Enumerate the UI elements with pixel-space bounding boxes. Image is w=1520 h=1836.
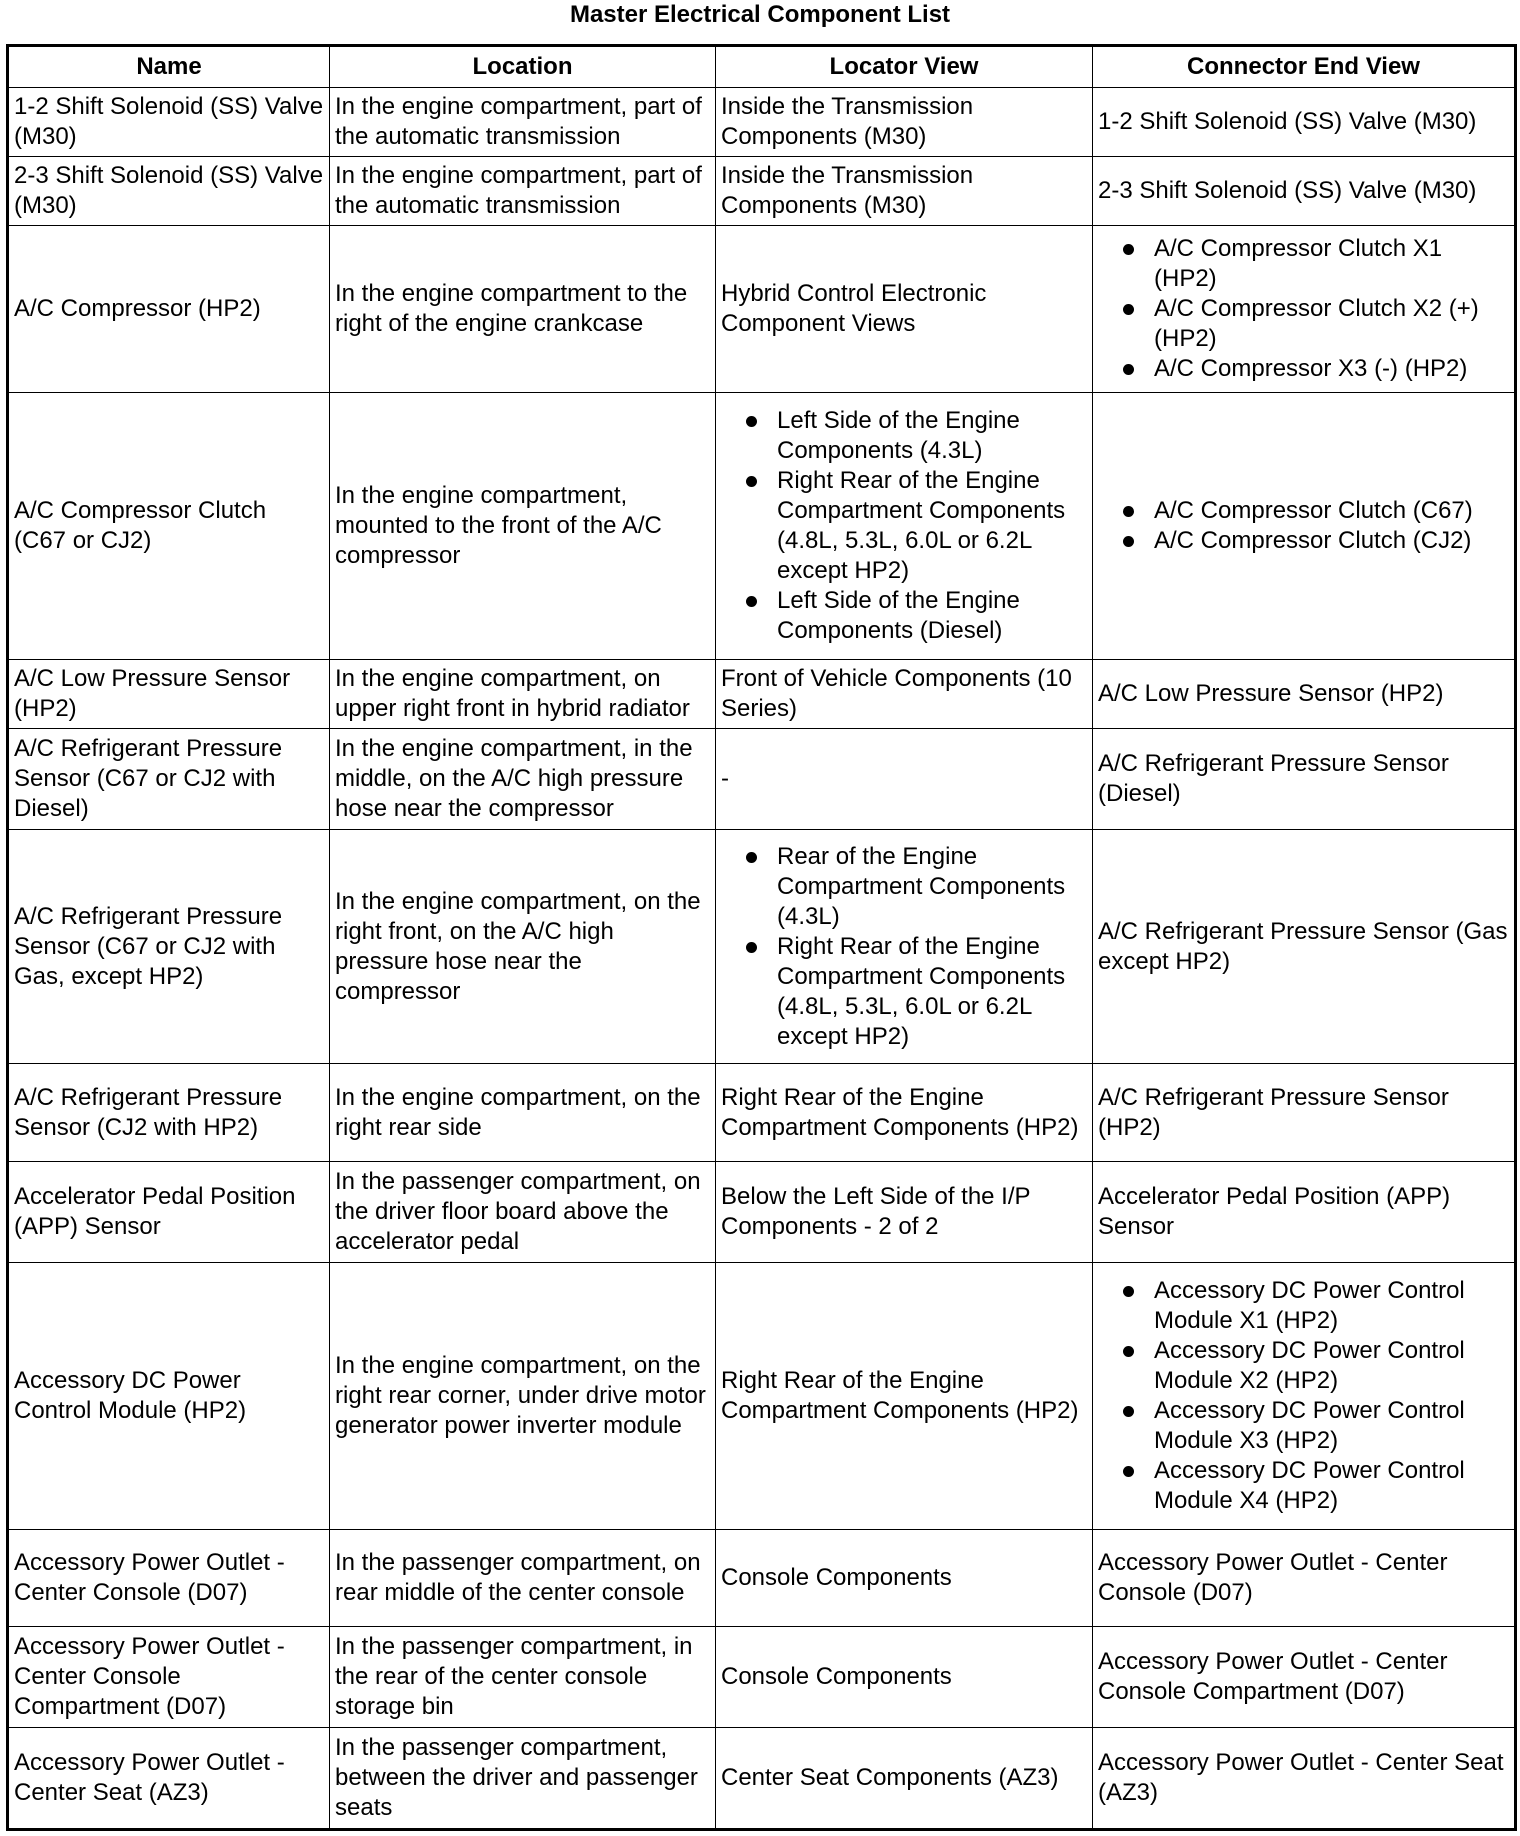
location-cell: In the engine compartment, in the middle, on the A/C high pressure hose near the compressor bbox=[330, 729, 716, 830]
component-name-cell: 1-2 Shift Solenoid (SS) Valve (M30) bbox=[8, 88, 330, 157]
table-row bbox=[8, 1530, 1516, 1627]
locator-view-cell-list bbox=[721, 842, 1087, 1052]
location-cell: In the passenger compartment, on the driver floor board above the accelerator pedal bbox=[330, 1161, 716, 1262]
location-cell: In the engine compartment, part of the automatic transmission bbox=[330, 156, 716, 225]
connector-end-view-cell-list-item: A/C Compressor X3 (-) (HP2) bbox=[1117, 354, 1509, 384]
table-row bbox=[8, 1626, 1516, 1727]
component-name-cell: Accelerator Pedal Position (APP) Sensor bbox=[8, 1161, 330, 1262]
table-row bbox=[8, 225, 1516, 393]
component-name-cell: A/C Compressor (HP2) bbox=[8, 225, 330, 393]
location-cell: In the engine compartment, on the right rear corner, under drive motor generator power inverter module bbox=[330, 1262, 716, 1529]
connector-end-view-cell-list bbox=[1098, 1276, 1509, 1516]
location-cell: In the engine compartment, mounted to the front of the A/C compressor bbox=[330, 393, 716, 660]
header-row bbox=[8, 46, 1516, 88]
header-locator-view: Locator View bbox=[716, 46, 1093, 88]
locator-view-cell-list bbox=[721, 406, 1087, 646]
table-row bbox=[8, 393, 1516, 660]
connector-end-view-cell-list-cell bbox=[1093, 393, 1516, 660]
connector-end-view-cell-list-item: Accessory DC Power Control Module X4 (HP2) bbox=[1117, 1456, 1509, 1516]
connector-end-view-cell-list-cell bbox=[1093, 225, 1516, 393]
location-cell: In the engine compartment, on upper right front in hybrid radiator bbox=[330, 660, 716, 729]
locator-view-cell: Front of Vehicle Components (10 Series) bbox=[716, 660, 1093, 729]
component-name-cell: 2-3 Shift Solenoid (SS) Valve (M30) bbox=[8, 156, 330, 225]
component-table bbox=[6, 44, 1517, 1831]
connector-end-view-cell-list bbox=[1098, 234, 1509, 384]
connector-end-view-cell: Accelerator Pedal Position (APP) Sensor bbox=[1093, 1161, 1516, 1262]
component-name-cell: A/C Refrigerant Pressure Sensor (C67 or CJ2 with Diesel) bbox=[8, 729, 330, 830]
connector-end-view-cell-list-item: Accessory DC Power Control Module X2 (HP2) bbox=[1117, 1336, 1509, 1396]
table-row bbox=[8, 1064, 1516, 1162]
header-location: Location bbox=[330, 46, 716, 88]
location-cell: In the engine compartment to the right of the engine crankcase bbox=[330, 225, 716, 393]
locator-view-cell-list-item: Left Side of the Engine Components (4.3L) bbox=[740, 406, 1087, 466]
connector-end-view-cell: Accessory Power Outlet - Center Console Compartment (D07) bbox=[1093, 1626, 1516, 1727]
connector-end-view-cell: Accessory Power Outlet - Center Seat (AZ3) bbox=[1093, 1727, 1516, 1829]
header-connector-end-view: Connector End View bbox=[1093, 46, 1516, 88]
connector-end-view-cell: A/C Refrigerant Pressure Sensor (HP2) bbox=[1093, 1064, 1516, 1162]
connector-end-view-cell-list bbox=[1098, 496, 1509, 556]
component-name-cell: Accessory Power Outlet - Center Seat (AZ3) bbox=[8, 1727, 330, 1829]
connector-end-view-cell: Accessory Power Outlet - Center Console (D07) bbox=[1093, 1530, 1516, 1627]
location-cell: In the engine compartment, part of the automatic transmission bbox=[330, 88, 716, 157]
locator-view-cell: Right Rear of the Engine Compartment Components (HP2) bbox=[716, 1064, 1093, 1162]
component-name-cell: A/C Compressor Clutch (C67 or CJ2) bbox=[8, 393, 330, 660]
connector-end-view-cell-list-item: Accessory DC Power Control Module X3 (HP2) bbox=[1117, 1396, 1509, 1456]
component-name-cell: Accessory Power Outlet - Center Console Compartment (D07) bbox=[8, 1626, 330, 1727]
connector-end-view-cell: 2-3 Shift Solenoid (SS) Valve (M30) bbox=[1093, 156, 1516, 225]
locator-view-cell: Console Components bbox=[716, 1530, 1093, 1627]
connector-end-view-cell-list-item: A/C Compressor Clutch X2 (+) (HP2) bbox=[1117, 294, 1509, 354]
locator-view-cell-list-item: Left Side of the Engine Components (Diesel) bbox=[740, 586, 1087, 646]
locator-view-cell: Center Seat Components (AZ3) bbox=[716, 1727, 1093, 1829]
component-name-cell: Accessory DC Power Control Module (HP2) bbox=[8, 1262, 330, 1529]
locator-view-cell: Console Components bbox=[716, 1626, 1093, 1727]
connector-end-view-cell-list-item: A/C Compressor Clutch (CJ2) bbox=[1117, 526, 1509, 556]
connector-end-view-cell: A/C Refrigerant Pressure Sensor (Gas except HP2) bbox=[1093, 830, 1516, 1064]
page-title: Master Electrical Component List bbox=[569, 1, 951, 28]
table-row bbox=[8, 660, 1516, 729]
locator-view-cell-list-item: Right Rear of the Engine Compartment Components (4.8L, 5.3L, 6.0L or 6.2L except HP2) bbox=[740, 932, 1087, 1052]
component-name-cell: A/C Low Pressure Sensor (HP2) bbox=[8, 660, 330, 729]
table-row bbox=[8, 1262, 1516, 1529]
connector-end-view-cell: 1-2 Shift Solenoid (SS) Valve (M30) bbox=[1093, 88, 1516, 157]
location-cell: In the passenger compartment, in the rear of the center console storage bin bbox=[330, 1626, 716, 1727]
locator-view-cell: Inside the Transmission Components (M30) bbox=[716, 88, 1093, 157]
table-row bbox=[8, 88, 1516, 157]
table-row bbox=[8, 729, 1516, 830]
connector-end-view-cell: A/C Low Pressure Sensor (HP2) bbox=[1093, 660, 1516, 729]
locator-view-cell: - bbox=[716, 729, 1093, 830]
table-row bbox=[8, 1161, 1516, 1262]
component-name-cell: Accessory Power Outlet - Center Console (D07) bbox=[8, 1530, 330, 1627]
component-name-cell: A/C Refrigerant Pressure Sensor (C67 or CJ2 with Gas, except HP2) bbox=[8, 830, 330, 1064]
connector-end-view-cell-list-item: Accessory DC Power Control Module X1 (HP2) bbox=[1117, 1276, 1509, 1336]
table-body bbox=[8, 88, 1516, 1830]
locator-view-cell: Right Rear of the Engine Compartment Components (HP2) bbox=[716, 1262, 1093, 1529]
connector-end-view-cell-list-item: A/C Compressor Clutch (C67) bbox=[1117, 496, 1509, 526]
connector-end-view-cell-list-cell bbox=[1093, 1262, 1516, 1529]
locator-view-cell-list-cell bbox=[716, 830, 1093, 1064]
locator-view-cell: Hybrid Control Electronic Component Views bbox=[716, 225, 1093, 393]
locator-view-cell: Inside the Transmission Components (M30) bbox=[716, 156, 1093, 225]
locator-view-cell: Below the Left Side of the I/P Components - 2 of 2 bbox=[716, 1161, 1093, 1262]
locator-view-cell-list-cell bbox=[716, 393, 1093, 660]
locator-view-cell-list-item: Rear of the Engine Compartment Components (4.3L) bbox=[740, 842, 1087, 932]
connector-end-view-cell: A/C Refrigerant Pressure Sensor (Diesel) bbox=[1093, 729, 1516, 830]
location-cell: In the passenger compartment, between the driver and passenger seats bbox=[330, 1727, 716, 1829]
location-cell: In the passenger compartment, on rear middle of the center console bbox=[330, 1530, 716, 1627]
table-row bbox=[8, 1727, 1516, 1829]
location-cell: In the engine compartment, on the right rear side bbox=[330, 1064, 716, 1162]
location-cell: In the engine compartment, on the right front, on the A/C high pressure hose near the compressor bbox=[330, 830, 716, 1064]
component-name-cell: A/C Refrigerant Pressure Sensor (CJ2 with HP2) bbox=[8, 1064, 330, 1162]
header-name: Name bbox=[8, 46, 330, 88]
connector-end-view-cell-list-item: A/C Compressor Clutch X1 (HP2) bbox=[1117, 234, 1509, 294]
table-row bbox=[8, 156, 1516, 225]
locator-view-cell-list-item: Right Rear of the Engine Compartment Components (4.8L, 5.3L, 6.0L or 6.2L except HP2) bbox=[740, 466, 1087, 586]
table-row bbox=[8, 830, 1516, 1064]
